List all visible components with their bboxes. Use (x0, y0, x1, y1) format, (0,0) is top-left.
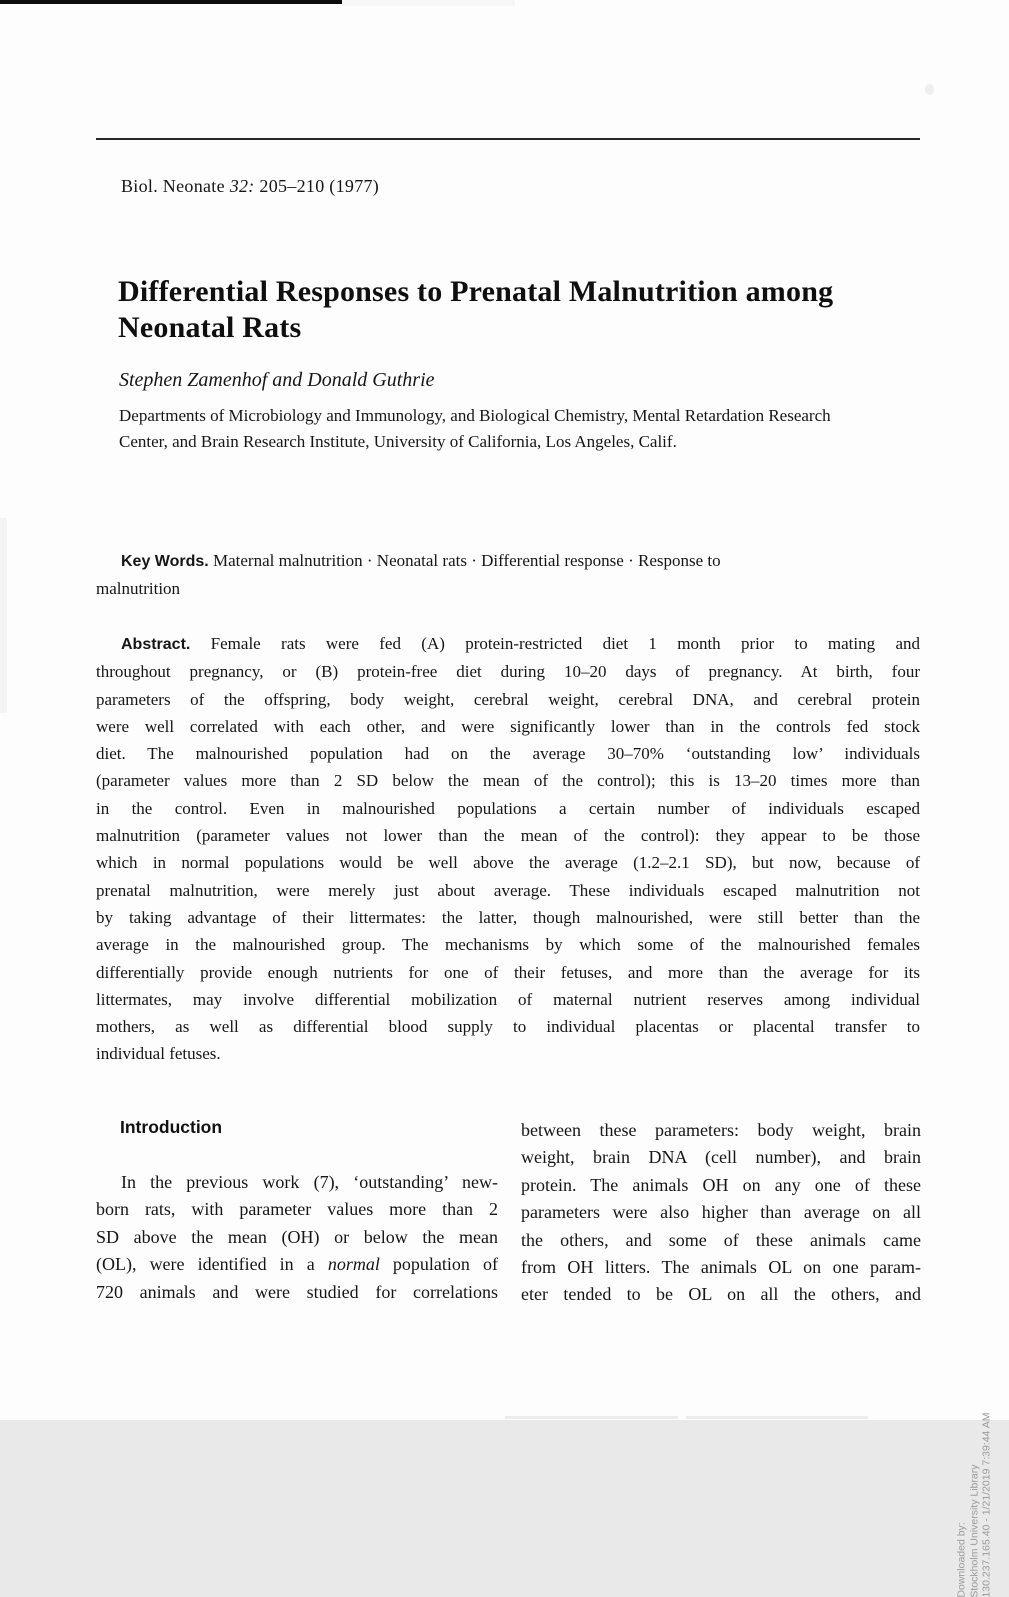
abstract-line: differentially provide enough nutrients for one of their fetuses, and more than the average for its (96, 962, 920, 982)
body-line: eter tended to be OL on all the others, and (521, 1284, 921, 1305)
abstract-line (96, 630, 920, 658)
abstract-line: which in normal populations would be well above the average (1.2–2.1 SD), but now, because of (96, 853, 920, 873)
scan-artifact-bottom-strip-right (686, 1416, 868, 1419)
article-title-line2: Neonatal Rats (118, 311, 302, 344)
journal-volume: 32: (229, 176, 255, 196)
affiliation (119, 403, 929, 455)
abstract-line: by taking advantage of their littermates: the latter, though malnourished, were still better than the (96, 907, 920, 927)
keywords-section (96, 547, 920, 603)
authors-line: Stephen Zamenhof and Donald Guthrie (119, 369, 435, 391)
abstract-line: average in the malnourished group. The mechanisms by which some of the malnourished females (96, 935, 920, 955)
abstract-line: diet. The malnourished population had on the average 30–70% ‘outstanding low’ individuals (96, 744, 920, 764)
abstract-section (96, 630, 920, 1068)
abstract-line: throughout pregnancy, or (B) protein-free diet during 10–20 days of pregnancy. At birth, four (96, 662, 920, 682)
abstract-line: prenatal malnutrition, were merely just about average. These individuals escaped malnutrition not (96, 880, 920, 900)
journal-pages-year: 205–210 (1977) (254, 176, 380, 196)
abstract-line: (parameter values more than 2 SD below the mean of the control); this is 13–20 times more than (96, 771, 920, 791)
body-line: SD above the mean (OH) or below the mean (96, 1226, 498, 1247)
watermark-library: Stockholm University Library (968, 1464, 980, 1597)
abstract-label: Abstract. (121, 636, 191, 653)
body-line (96, 1251, 498, 1278)
abstract-line: mothers, as well as differential blood supply to individual placentas or placental transfer to (96, 1017, 920, 1037)
body-line: In the previous work (7), ‘outstanding’ new- (121, 1172, 498, 1192)
body-line: protein. The animals OH on any one of these (521, 1174, 921, 1195)
abstract-line-last: individual fetuses. (96, 1044, 221, 1064)
abstract-line: littermates, may involve differential mobilization of maternal nutrient reserves among individual (96, 989, 920, 1009)
article-title-line1: Differential Responses to Prenatal Malnutrition among (118, 275, 834, 308)
article-title (118, 274, 918, 346)
abstract-text: Female rats were fed (A) protein-restricted diet 1 month prior to mating and (190, 634, 920, 653)
abstract-line: malnutrition (parameter values not lower than the mean of the control): they appear to be those (96, 826, 920, 846)
download-watermark (956, 1412, 994, 1597)
introduction-right-column (521, 1117, 921, 1309)
journal-name: Biol. Neonate (121, 176, 230, 196)
body-text: population of (379, 1254, 498, 1275)
scan-artifact-top-black-bar (0, 0, 342, 4)
affiliation-line1: Departments of Microbiology and Immunology, and Biological Chemistry, Mental Retardation Research (119, 406, 831, 425)
header-divider-rule (96, 138, 920, 140)
introduction-heading: Introduction (120, 1117, 223, 1137)
body-line: the others, and some of these animals came (521, 1229, 921, 1250)
body-text-italic: normal (327, 1254, 380, 1275)
scan-artifact-bottom-strip-left (505, 1416, 678, 1419)
keywords-label: Key Words. (121, 553, 209, 570)
journal-citation (121, 176, 379, 197)
keywords-line2: malnutrition (96, 579, 181, 599)
abstract-line: parameters of the offspring, body weight, cerebral weight, cerebral DNA, and cerebral protein (96, 689, 920, 709)
body-text: (OL), were identified in a (96, 1254, 328, 1275)
watermark-ip-timestamp: 130.237.165.40 - 1/21/2019 7:39:44 AM (980, 1412, 993, 1597)
scan-artifact-top-gray-bar (342, 0, 515, 6)
body-line: weight, brain DNA (cell number), and brain (521, 1147, 921, 1168)
keywords-line1 (96, 547, 920, 575)
abstract-line: in the control. Even in malnourished populations a certain number of individuals escaped (96, 798, 920, 818)
scan-artifact-left-streak (0, 518, 7, 713)
introduction-left-column (96, 1169, 498, 1306)
body-line: from OH litters. The animals OL on one param- (521, 1257, 921, 1278)
body-line: born rats, with parameter values more than 2 (96, 1199, 498, 1220)
body-line: between these parameters: body weight, brain (521, 1120, 921, 1140)
affiliation-line2: Center, and Brain Research Institute, University of California, Los Angeles, Calif. (119, 432, 677, 451)
body-line: parameters were also higher than average on all (521, 1202, 921, 1223)
abstract-line: were well correlated with each other, and were significantly lower than in the controls fed stock (96, 716, 920, 736)
body-line: 720 animals and were studied for correlations (96, 1281, 498, 1302)
watermark-downloaded-by: Downloaded by: (955, 1521, 968, 1597)
scan-artifact-faint-mark (925, 84, 934, 95)
keywords-text: Maternal malnutrition · Neonatal rats · Differential response · Response to (208, 551, 721, 570)
